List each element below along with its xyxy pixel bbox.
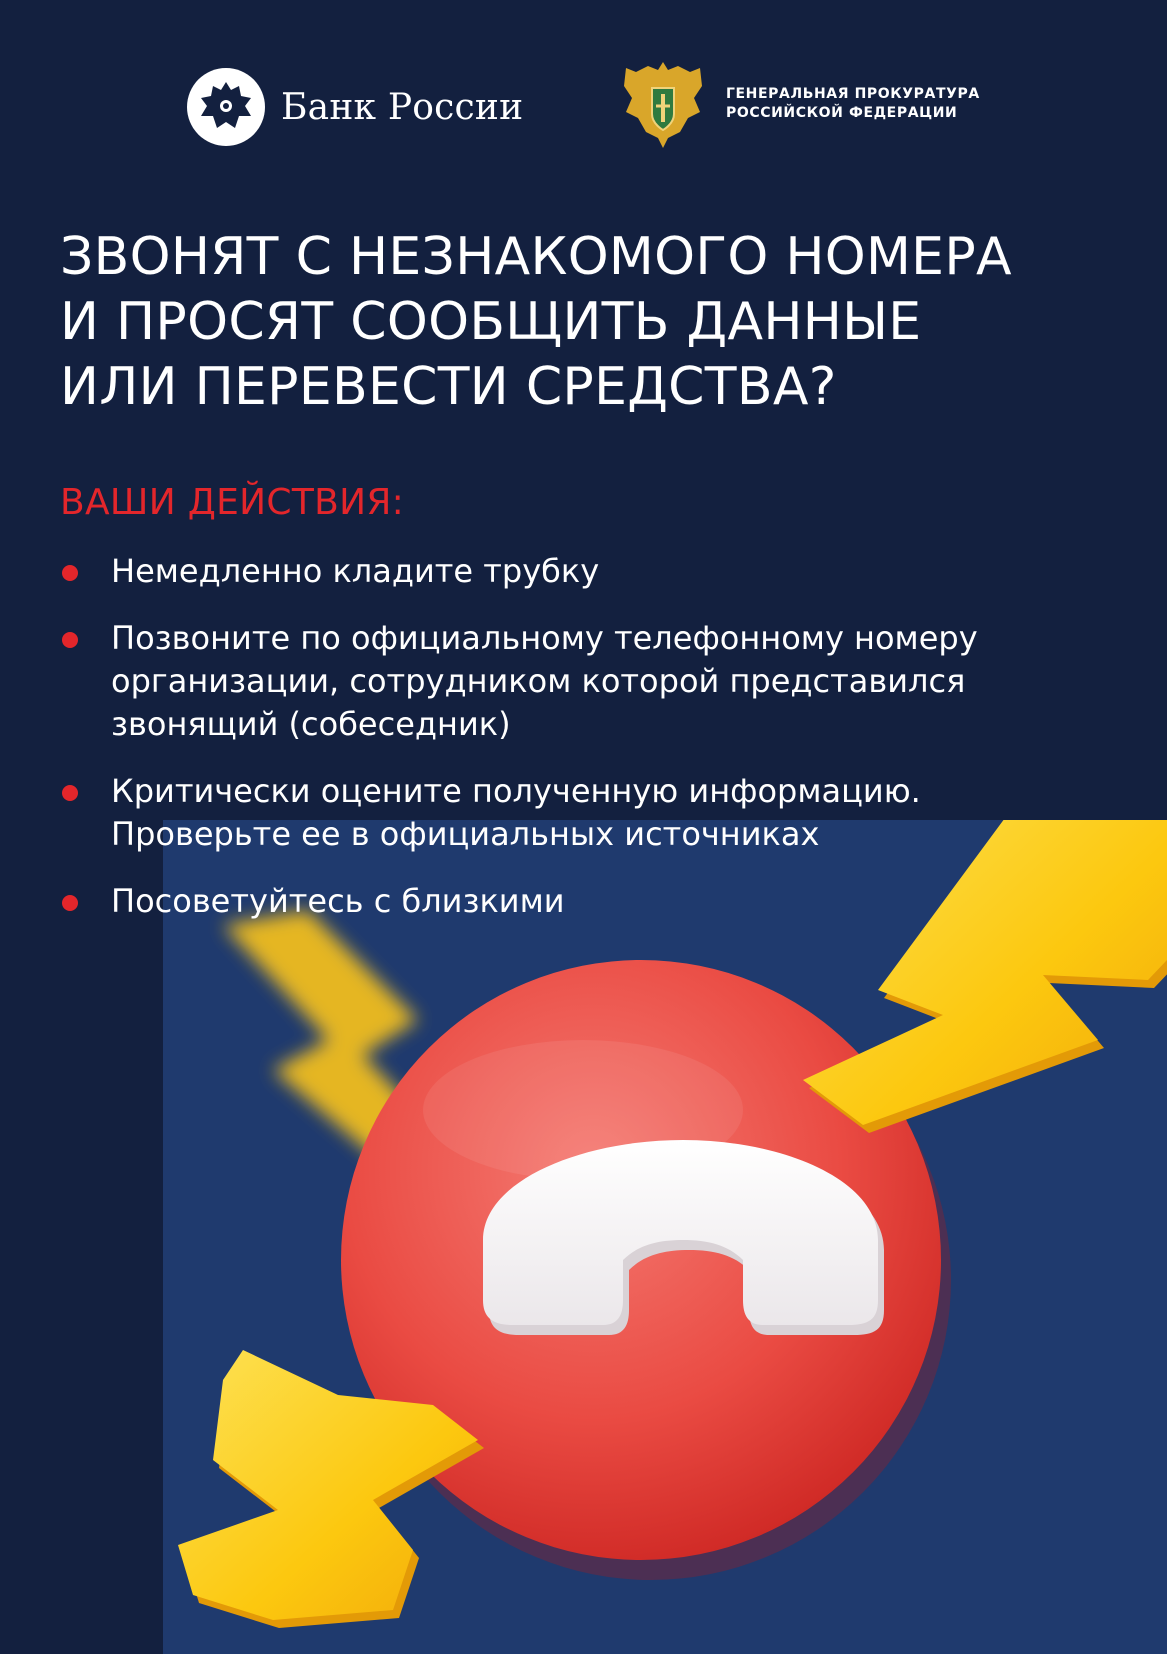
- bullet-icon: [62, 632, 78, 648]
- headline: [60, 225, 1140, 420]
- bullet-icon: [62, 565, 78, 581]
- bank-of-russia-logo: [187, 68, 523, 146]
- action-text: Посоветуйтесь с близкими: [111, 882, 565, 920]
- gp-name-line-1: ГЕНЕРАЛЬНАЯ ПРОКУРАТУРА: [726, 86, 980, 102]
- double-eagle-icon: [187, 68, 265, 146]
- actions-list: [60, 550, 1060, 923]
- list-item: [60, 617, 1060, 746]
- action-text: Немедленно кладите трубку: [111, 552, 600, 590]
- illustration: [163, 820, 1167, 1654]
- headline-line-3: ИЛИ ПЕРЕВЕСТИ СРЕДСТВА?: [60, 357, 837, 417]
- gp-name-line-2: РОССИЙСКОЙ ФЕДЕРАЦИИ: [726, 105, 958, 121]
- bullet-icon: [62, 785, 78, 801]
- action-text: организации, сотрудником которой представился: [111, 662, 966, 700]
- bullet-icon: [62, 895, 78, 911]
- prosecutor-emblem-icon: [620, 58, 706, 150]
- list-item: [60, 550, 1060, 593]
- bank-name: Банк России: [281, 86, 524, 128]
- prosecutor-general-logo: [620, 58, 980, 150]
- actions-title: ВАШИ ДЕЙСТВИЯ:: [60, 482, 405, 523]
- action-text: Позвоните по официальному телефонному номеру: [111, 619, 978, 657]
- action-text: Критически оцените полученную информацию.: [111, 772, 921, 810]
- list-item: [60, 770, 1060, 856]
- prosecutor-general-name: [726, 85, 980, 123]
- headline-line-1: ЗВОНЯТ С НЕЗНАКОМОГО НОМЕРА: [60, 227, 1012, 287]
- action-text: Проверьте ее в официальных источниках: [111, 815, 820, 853]
- headline-line-2: И ПРОСЯТ СООБЩИТЬ ДАННЫЕ: [60, 292, 922, 352]
- action-text: звонящий (собеседник): [111, 705, 511, 743]
- list-item: [60, 880, 1060, 923]
